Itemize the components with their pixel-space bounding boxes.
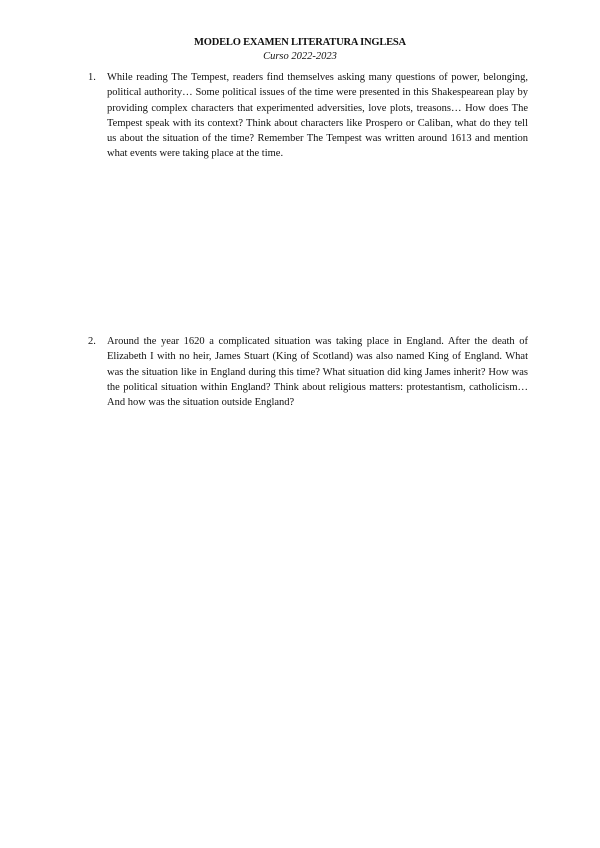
question-text: While reading The Tempest, readers find themselves asking many questions of power, belonging, political authority… Some political issues of the time were presented in this Shakespearean play by providing complex characters that experimented adversities, love plots, treasons… How does The Tempest speak with its context? Think about characters like Prospero or Caliban, what do they tell us about the situation of the time? Remember The Tempest was written around 1613 and mention what events were taking place at the time. <box>107 72 528 160</box>
question-item <box>88 70 528 162</box>
question-number: 1. <box>88 72 96 83</box>
question-number: 2. <box>88 336 96 347</box>
course-year: Curso 2022-2023 <box>263 51 337 62</box>
exam-title: MODELO EXAMEN LITERATURA INGLESA <box>194 37 406 48</box>
question-item <box>88 334 528 410</box>
question-text: Around the year 1620 a complicated situation was taking place in England. After the death of Elizabeth I with no heir, James Stuart (King of Scotland) was also named King of England. What was the situation like in England during this time? What situation did king James inherit? How was the political situation within England? Think about religious matters: protestantism, catholicism… And how was the situation outside England? <box>107 336 528 409</box>
